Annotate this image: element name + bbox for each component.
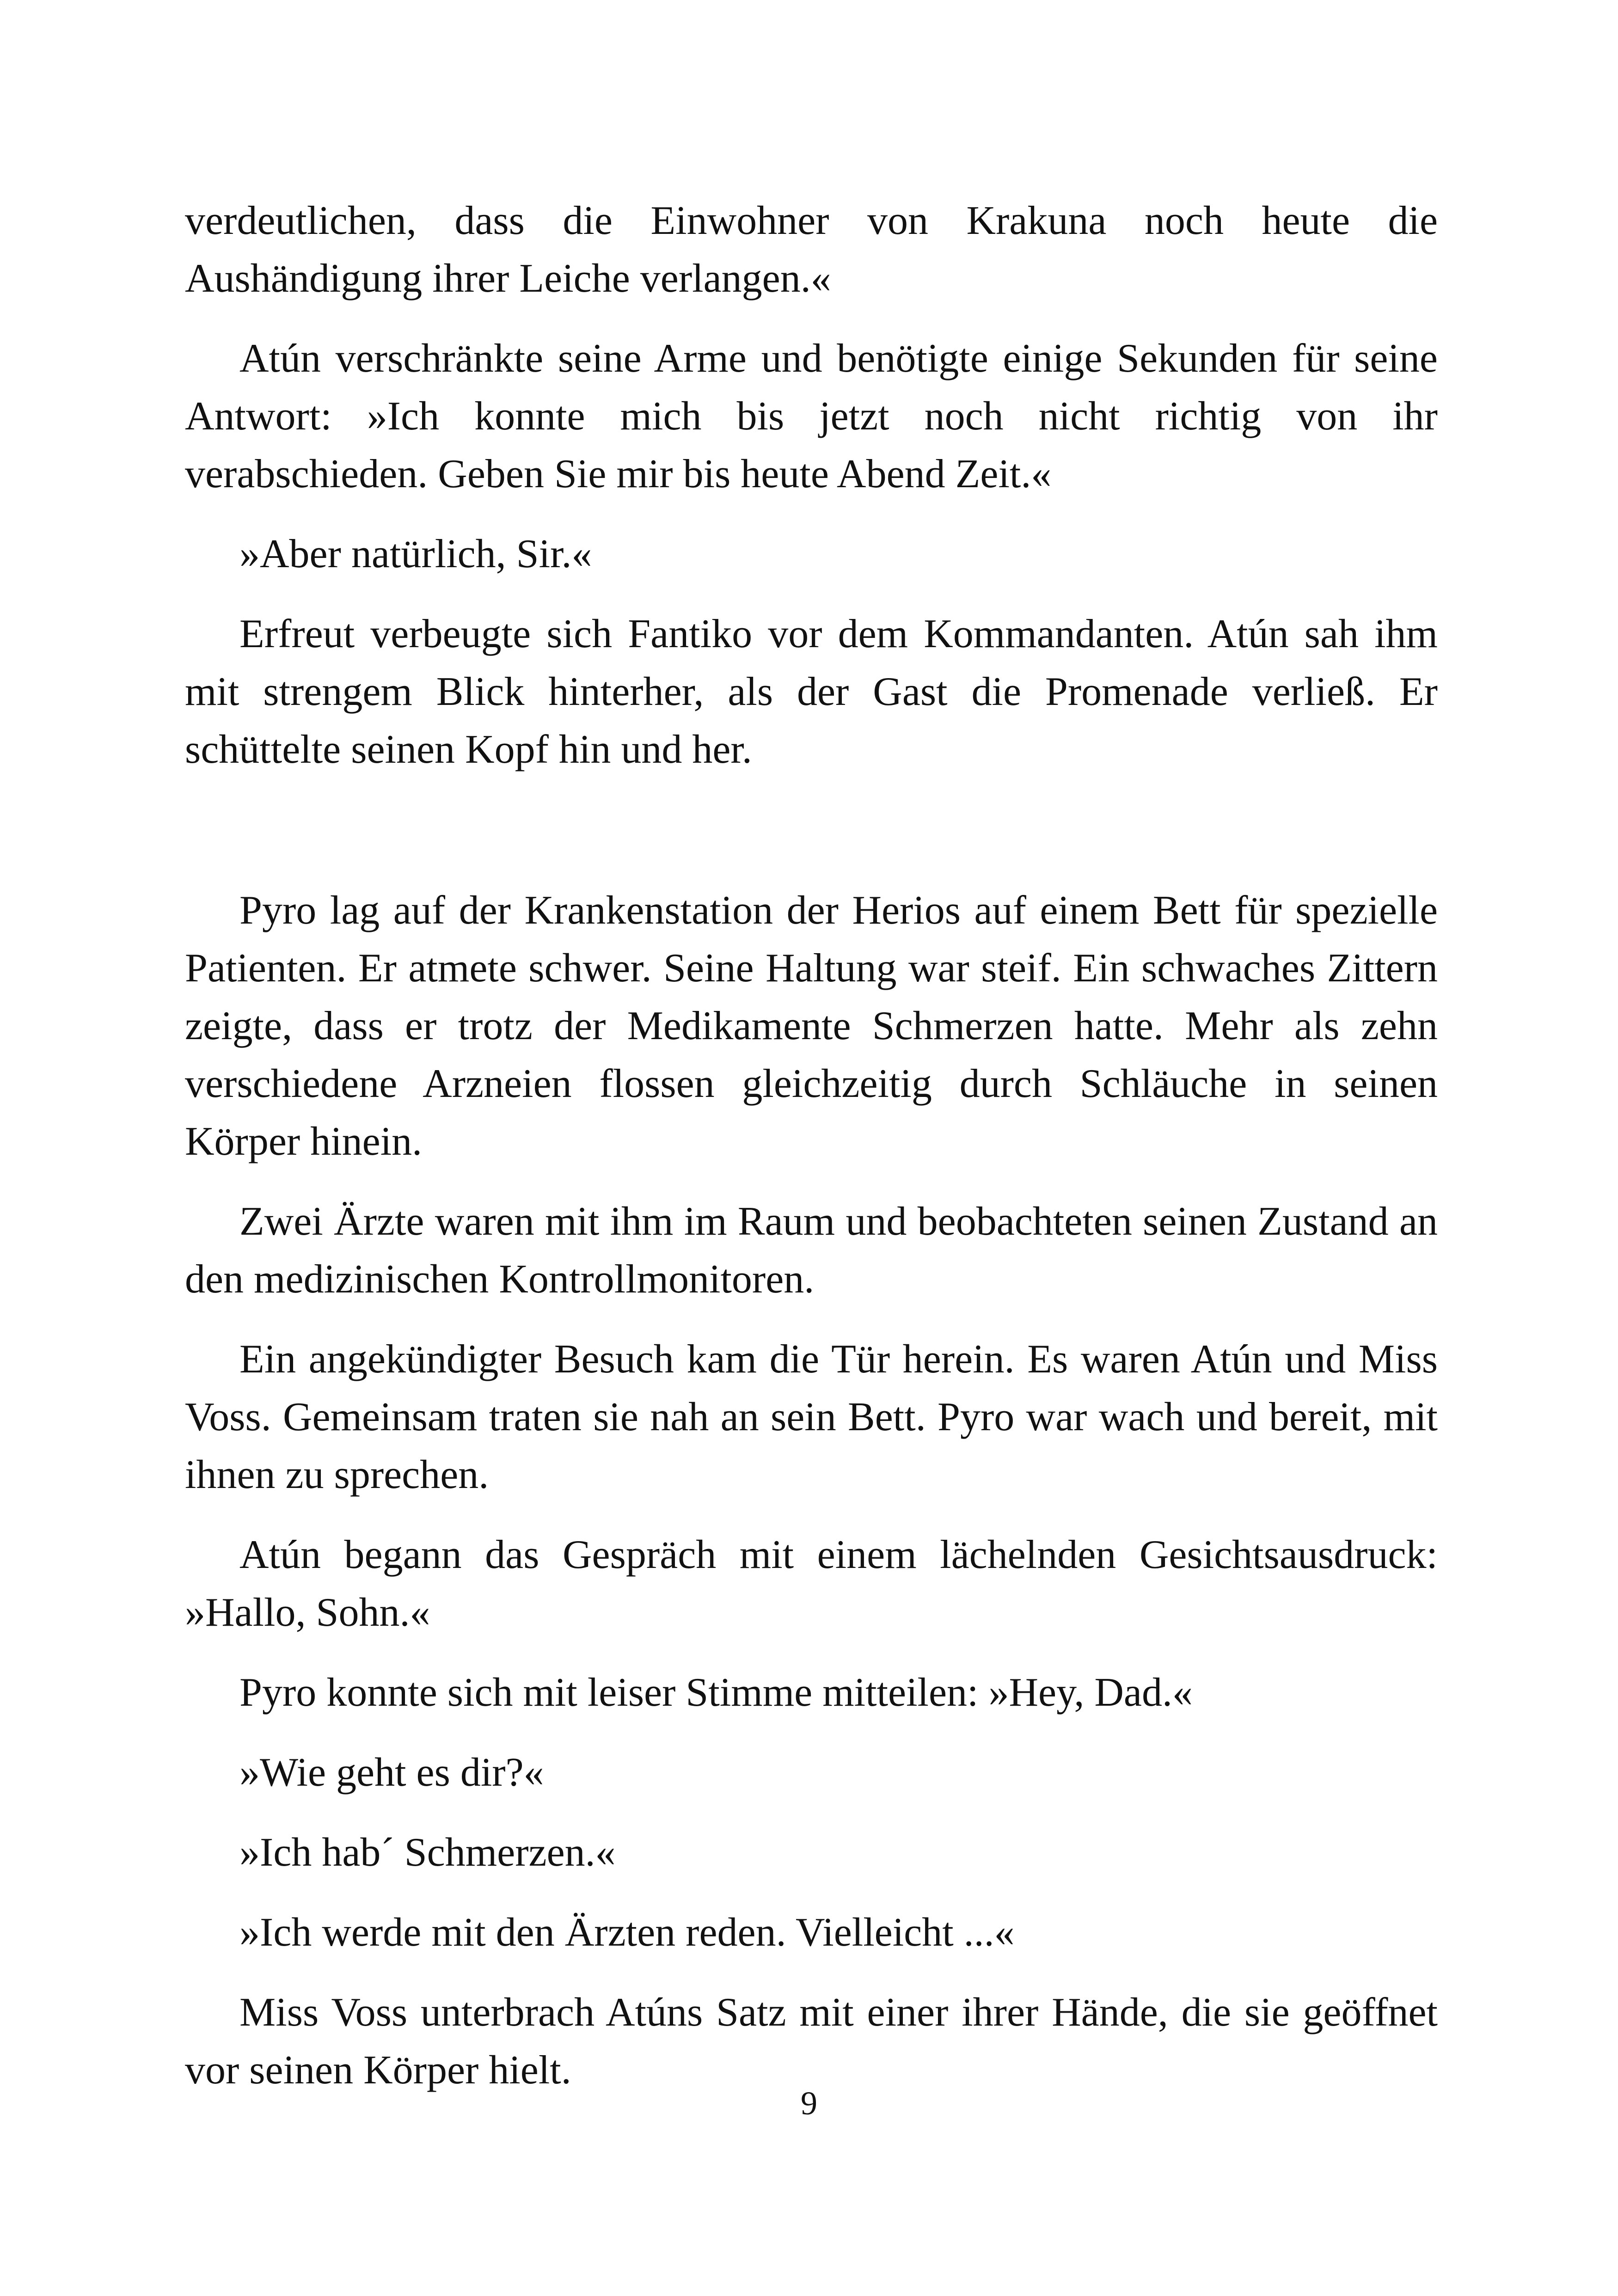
page-body [185,192,1438,2121]
paragraph: »Wie geht es dir?« [239,1750,544,1795]
paragraph: »Aber natürlich, Sir.« [239,532,592,576]
paragraph: Atún begann das Gespräch mit einem lächelnden Gesichtsausdruck: »Hallo, Sohn.« [185,1532,1438,1635]
paragraph: »Ich hab´ Schmerzen.« [239,1830,616,1875]
paragraph: verdeutlichen, dass die Einwohner von Krakuna noch heute die Aushändigung ihrer Leiche verlangen.« [185,198,1438,301]
paragraph: Pyro lag auf der Krankenstation der Herios auf einem Bett für spezielle Patienten. Er atmete schwer. Seine Haltung war steif. Ein schwaches Zittern zeigte, dass er trotz der Medikamente Schmerzen hatte. Mehr als zehn verschiedene Arzneien flossen gleichzeitig durch Schläuche in seinen Körper hinein. [185,888,1438,1164]
paragraph: »Ich werde mit den Ärzten reden. Vielleicht ...« [239,1910,1015,1955]
paragraph: Erfreut verbeugte sich Fantiko vor dem Kommandanten. Atún sah ihm mit strengem Blick hinterher, als der Gast die Promenade verließ. Er schüttelte seinen Kopf hin und her. [185,612,1438,772]
paragraph: Atún verschränkte seine Arme und benötigte einige Sekunden für seine Antwort: »Ich konnte mich bis jetzt noch nicht richtig von ihr verabschieden. Geben Sie mir bis heute Abend Zeit.« [185,336,1438,496]
paragraph: Miss Voss unterbrach Atúns Satz mit einer ihrer Hände, die sie geöffnet vor seinen Körper hielt. [185,1990,1438,2093]
page-number: 9 [801,2085,817,2122]
paragraph: Pyro konnte sich mit leiser Stimme mitteilen: »Hey, Dad.« [239,1670,1193,1715]
paragraph: Ein angekündigter Besuch kam die Tür herein. Es waren Atún und Miss Voss. Gemeinsam traten sie nah an sein Bett. Pyro war wach und bereit, mit ihnen zu sprechen. [185,1337,1438,1497]
paragraph: Zwei Ärzte waren mit ihm im Raum und beobachteten seinen Zustand an den medizinischen Kontrollmonitoren. [185,1199,1438,1302]
scene-break [185,801,1438,882]
